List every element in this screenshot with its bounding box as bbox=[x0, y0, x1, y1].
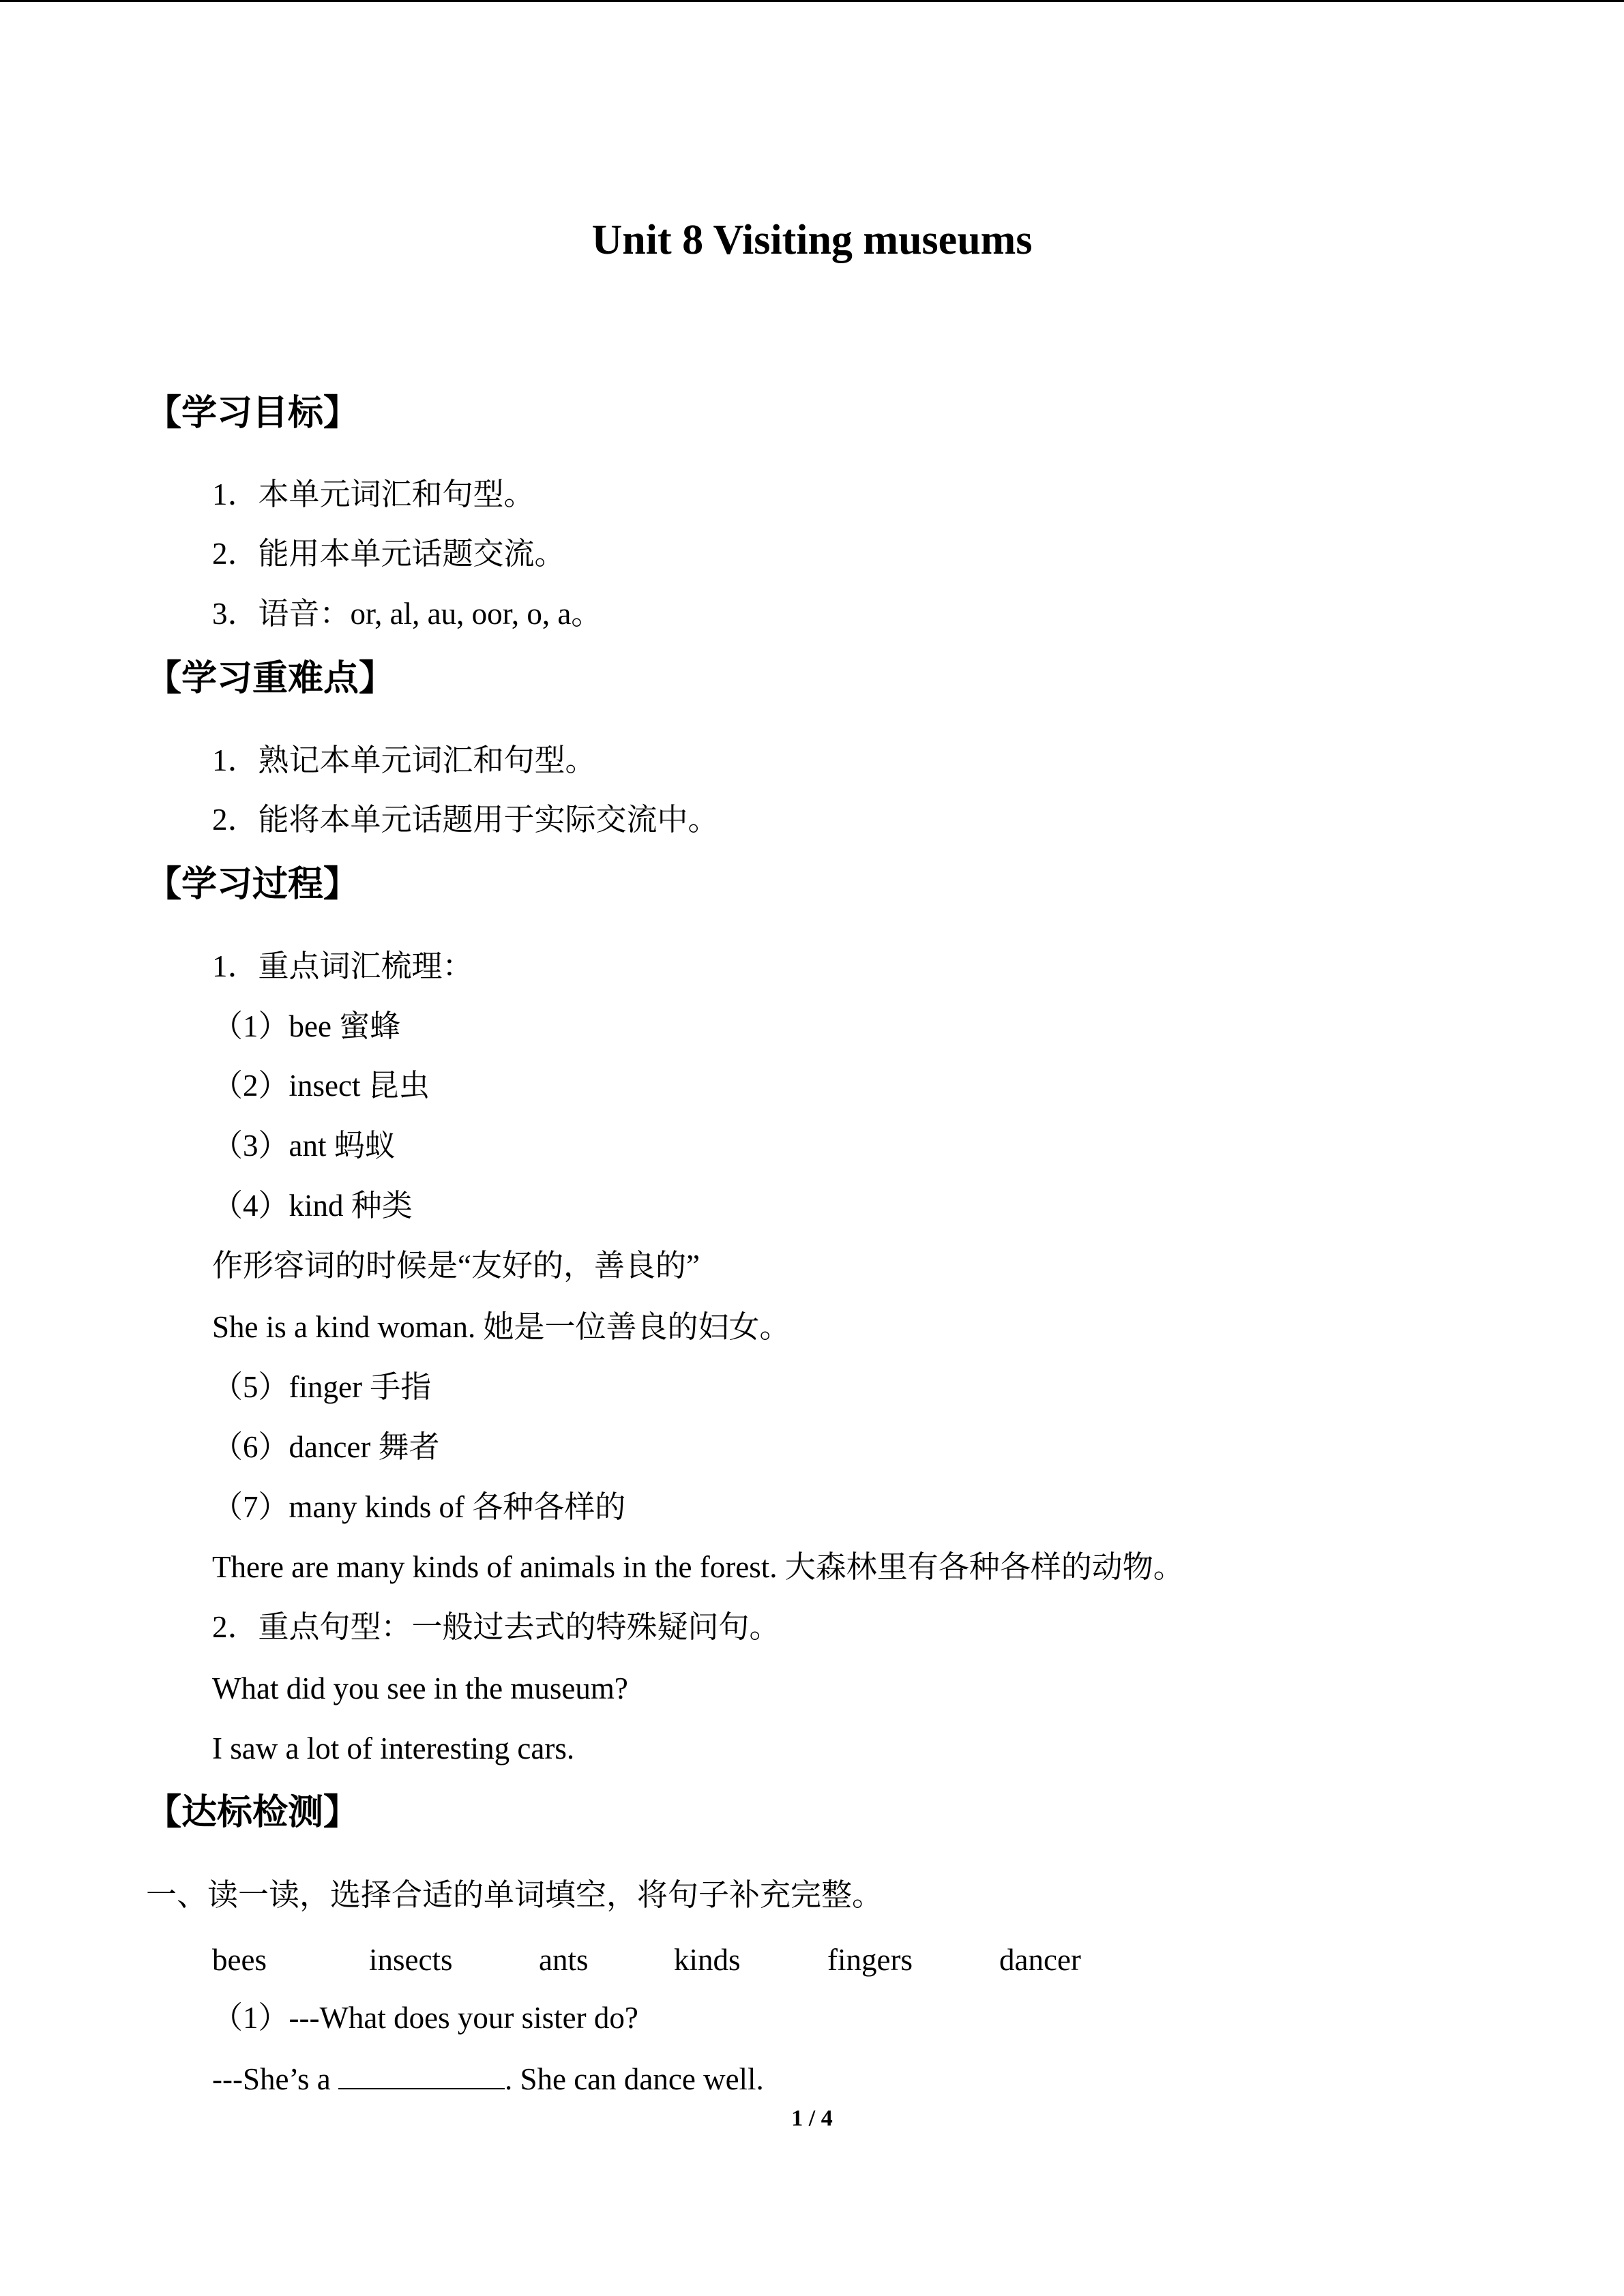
top-border-rule bbox=[0, 0, 1624, 2]
vocab-title: 1．重点词汇梳理： bbox=[212, 949, 473, 983]
test-heading: 【达标检测】 bbox=[146, 1792, 359, 1833]
vocab-item: （7）many kinds of 各种各样的 bbox=[212, 1490, 626, 1524]
document-title: Unit 8 Visiting museums bbox=[591, 217, 1033, 263]
objective-item: 1．本单元词汇和句型。 bbox=[212, 477, 535, 511]
vocab-item: （5）finger 手指 bbox=[212, 1370, 432, 1404]
word-bank-item: kinds bbox=[674, 1943, 741, 1977]
test-instruction: 一、读一读，选择合适的单词填空，将句子补充完整。 bbox=[146, 1878, 883, 1912]
word-bank-item: bees bbox=[212, 1943, 267, 1977]
key-points-heading: 【学习重难点】 bbox=[146, 658, 395, 699]
word-bank-item: insects bbox=[369, 1943, 453, 1977]
vocab-item: （6）dancer 舞者 bbox=[212, 1430, 440, 1464]
word-bank-item: ants bbox=[539, 1943, 589, 1977]
kind-note: 作形容词的时候是“友好的，善良的” bbox=[212, 1249, 700, 1283]
answer-prefix: ---She’s a bbox=[212, 2062, 338, 2096]
kind-example: She is a kind woman. 她是一位善良的妇女。 bbox=[212, 1310, 791, 1344]
objective-item: 3．语音：or, al, au, oor, o, a。 bbox=[212, 597, 602, 631]
key-point-item: 2．能将本单元话题用于实际交流中。 bbox=[212, 803, 719, 837]
process-heading: 【学习过程】 bbox=[146, 864, 359, 905]
sentence-question: What did you see in the museum? bbox=[212, 1671, 628, 1705]
answer-blank[interactable] bbox=[338, 2061, 505, 2089]
sentence-answer: I saw a lot of interesting cars. bbox=[212, 1731, 575, 1765]
objective-item: 2．能用本单元话题交流。 bbox=[212, 537, 565, 571]
vocab-item: （1）bee 蜜蜂 bbox=[212, 1009, 401, 1043]
sentence-title: 2．重点句型：一般过去式的特殊疑问句。 bbox=[212, 1610, 780, 1644]
vocab-item: （2）insect 昆虫 bbox=[212, 1069, 430, 1103]
question-1: （1）---What does your sister do? bbox=[212, 2001, 638, 2035]
question-1-answer-line bbox=[212, 2060, 764, 2098]
page-number: 1 / 4 bbox=[791, 2106, 833, 2131]
vocab-item: （4）kind 种类 bbox=[212, 1189, 413, 1223]
word-bank-item: fingers bbox=[827, 1943, 913, 1977]
vocab-item: （3）ant 蚂蚁 bbox=[212, 1129, 396, 1163]
many-kinds-example: There are many kinds of animals in the forest. 大森林里有各种各样的动物。 bbox=[212, 1550, 1184, 1584]
answer-suffix: . She can dance well. bbox=[504, 2062, 764, 2096]
objectives-heading: 【学习目标】 bbox=[146, 393, 359, 434]
word-bank-item: dancer bbox=[999, 1943, 1081, 1977]
key-point-item: 1．熟记本单元词汇和句型。 bbox=[212, 743, 596, 777]
